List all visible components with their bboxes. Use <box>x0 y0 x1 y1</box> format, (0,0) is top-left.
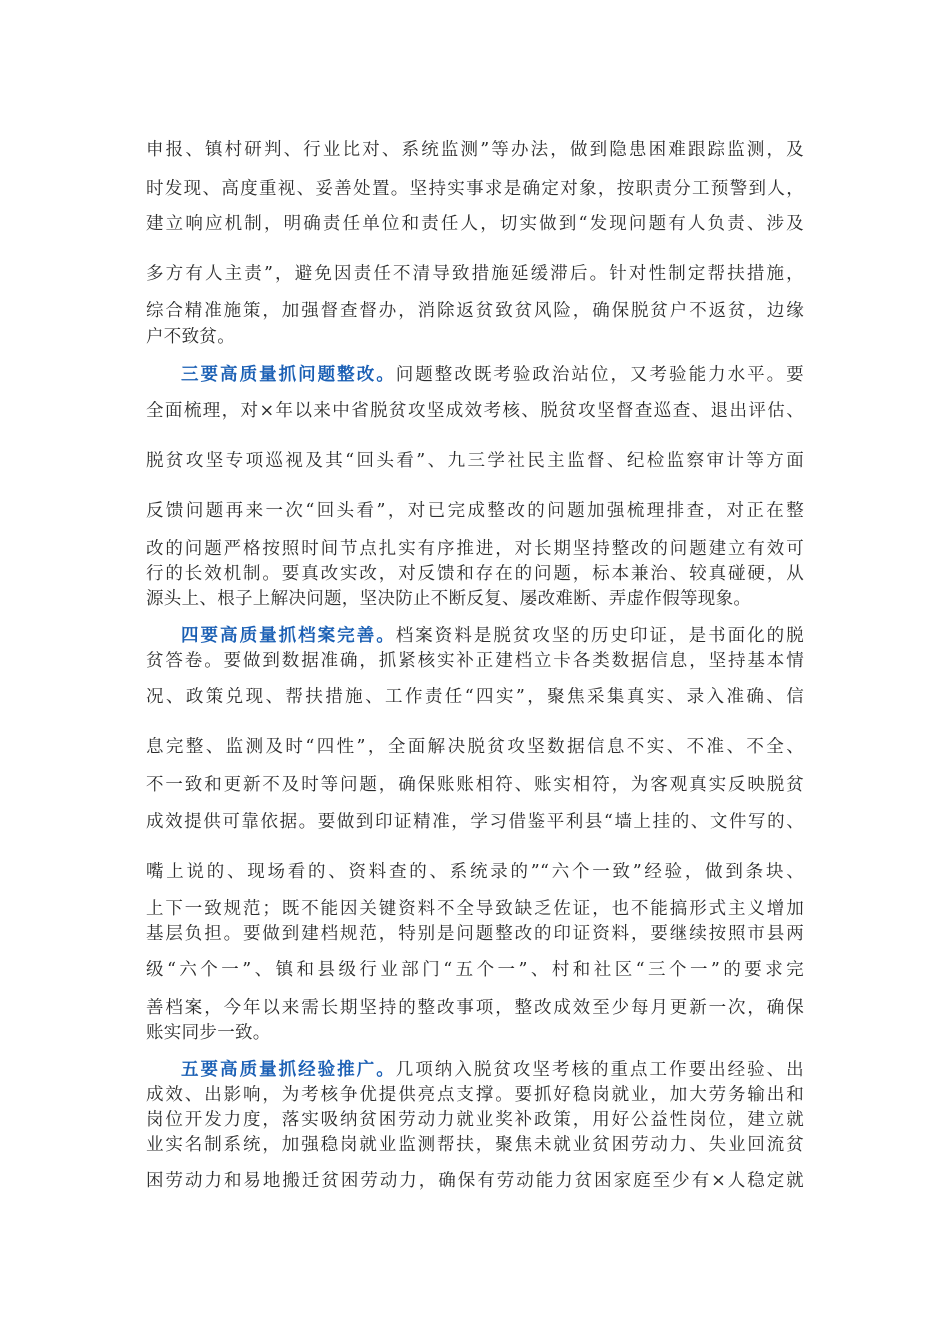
text-line: 行的长效机制。要真改实改，对反馈和存在的问题，标本兼治、较真碰硬，从 <box>146 564 804 584</box>
text-line: 级“六个一”、镇和县级行业部门“五个一”、村和社区“三个一”的要求完 <box>146 960 804 980</box>
text-run: 问题整改既考验政治站位，又考验能力水平。要 <box>395 365 804 385</box>
text-line: 综合精准施策，加强督查督办，消除返贫致贫风险，确保脱贫户不返贫，边缘 <box>146 301 804 321</box>
paragraph-first-line <box>181 363 804 387</box>
text-run: 几项纳入脱贫攻坚考核的重点工作要出经验、出 <box>395 1060 804 1080</box>
text-run: 档案资料是脱贫攻坚的历史印证，是书面化的脱 <box>395 626 804 646</box>
text-line: 困劳动力和易地搬迁贫困劳动力，确保有劳动能力贫困家庭至少有×人稳定就 <box>146 1171 804 1191</box>
text-line: 多方有人主责”，避免因责任不清导致措施延缓滞后。针对性制定帮扶措施， <box>146 264 804 284</box>
text-line: 源头上、根子上解决问题，坚决防止不断反复、屡改难断、弄虚作假等现象。 <box>146 589 752 609</box>
text-line: 善档案，今年以来需长期坚持的整改事项，整改成效至少每月更新一次，确保 <box>146 998 804 1018</box>
text-line: 改的问题严格按照时间节点扎实有序推进，对长期坚持整改的问题建立有效可 <box>146 539 804 559</box>
text-line: 息完整、监测及时“四性”，全面解决脱贫攻坚数据信息不实、不准、不全、 <box>146 737 804 757</box>
section-heading: 五要高质量抓经验推广。 <box>181 1060 396 1080</box>
text-line: 不一致和更新不及时等问题，确保账账相符、账实相符，为客观真实反映脱贫 <box>146 775 804 795</box>
text-line: 反馈问题再来一次“回头看”，对已完成整改的问题加强梳理排查，对正在整 <box>146 501 804 521</box>
text-line: 业实名制系统，加强稳岗就业监测帮扶，聚焦未就业贫困劳动力、失业回流贫 <box>146 1135 804 1155</box>
text-line: 账实同步一致。 <box>146 1023 271 1043</box>
text-line: 上下一致规范；既不能因关键资料不全导致缺乏佐证，也不能搞形式主义增加 <box>146 899 804 919</box>
text-line: 申报、镇村研判、行业比对、系统监测”等办法，做到隐患困难跟踪监测，及 <box>146 140 804 160</box>
text-line: 脱贫攻坚专项巡视及其“回头看”、九三学社民主监督、纪检监察审计等方面 <box>146 451 804 471</box>
text-line: 时发现、高度重视、妥善处置。坚持实事求是确定对象，按职责分工预警到人， <box>146 179 804 199</box>
text-line: 全面梳理，对×年以来中省脱贫攻坚成效考核、脱贫攻坚督查巡查、退出评估、 <box>146 401 804 421</box>
text-line: 建立响应机制，明确责任单位和责任人，切实做到“发现问题有人负责、涉及 <box>146 214 804 234</box>
section-heading: 四要高质量抓档案完善。 <box>181 626 396 646</box>
section-heading: 三要高质量抓问题整改。 <box>181 365 396 385</box>
text-line: 成效提供可靠依据。要做到印证精准，学习借鉴平利县“墙上挂的、文件写的、 <box>146 812 804 832</box>
text-line: 贫答卷。要做到数据准确，抓紧核实补正建档立卡各类数据信息，坚持基本情 <box>146 651 804 671</box>
text-line: 嘴上说的、现场看的、资料查的、系统录的”“六个一致”经验，做到条块、 <box>146 862 804 882</box>
text-line: 况、政策兑现、帮扶措施、工作责任“四实”，聚焦采集真实、录入准确、信 <box>146 687 804 707</box>
paragraph-first-line <box>181 624 804 648</box>
text-line: 岗位开发力度，落实吸纳贫困劳动力就业奖补政策，用好公益性岗位，建立就 <box>146 1110 804 1130</box>
text-line: 成效、出影响，为考核争优提供亮点支撑。要抓好稳岗就业，加大劳务输出和 <box>146 1085 804 1105</box>
text-line: 基层负担。要做到建档规范，特别是问题整改的印证资料，要继续按照市县两 <box>146 924 804 944</box>
text-line: 户不致贫。 <box>146 327 235 347</box>
paragraph-first-line <box>181 1058 804 1082</box>
